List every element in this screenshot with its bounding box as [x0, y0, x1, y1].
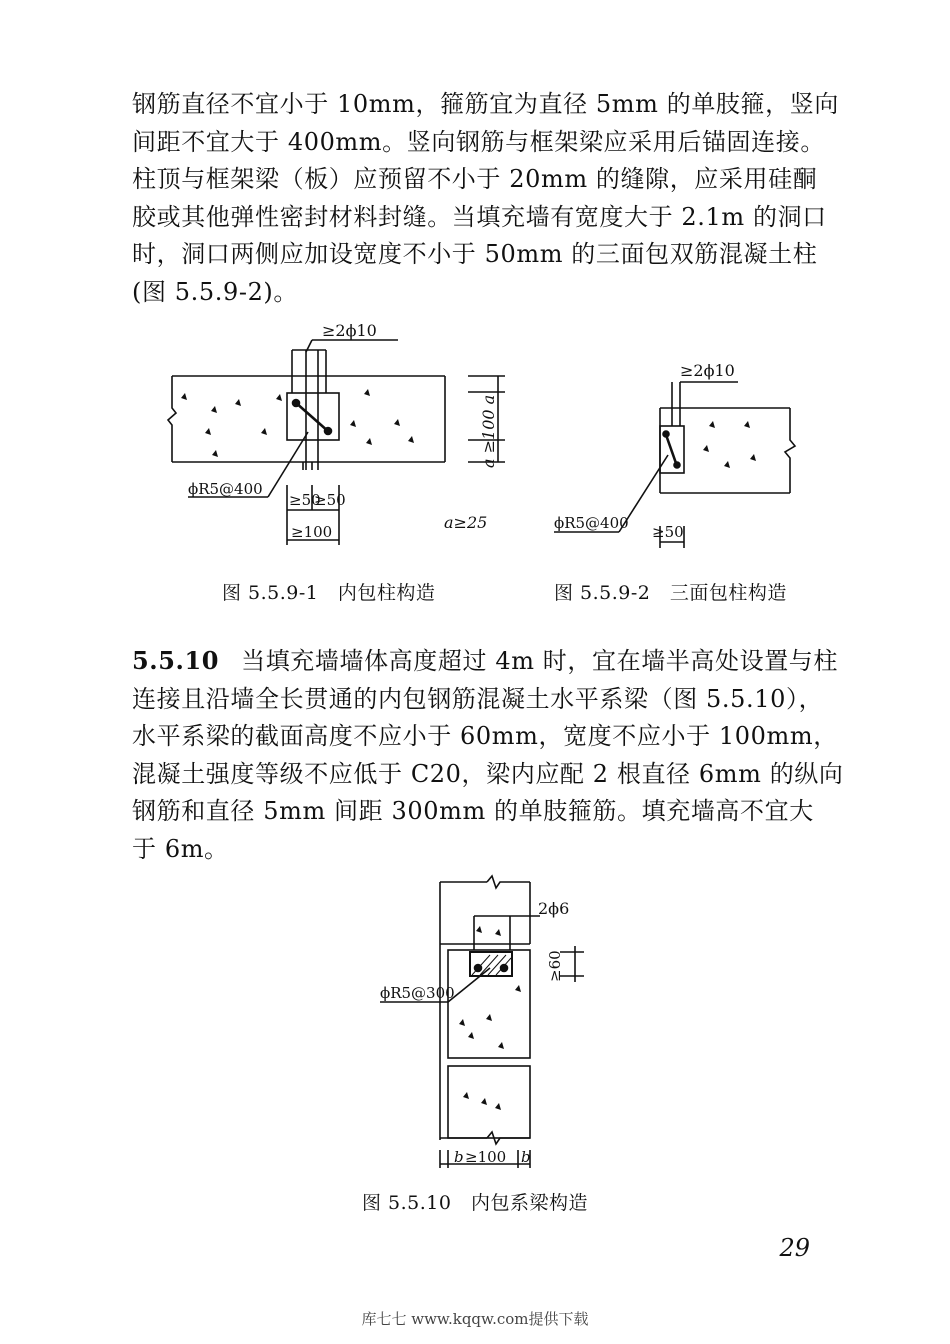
text-line: 连接且沿墙全长贯通的内包钢筋混凝土水平系梁（图 5.5.10）， [132, 684, 824, 713]
text-line: 胶或其他弹性密封材料封缝。当填充墙有宽度大于 2.1m 的洞口 [132, 202, 827, 231]
page-number: 29 [779, 1234, 810, 1262]
fig2-label-stirrup: ϕR5@400 [554, 514, 629, 532]
fig1-label-a: a≥25 [444, 513, 488, 532]
fig2-label-top: ≥2ϕ10 [680, 361, 735, 380]
fig1-label-dim: a ≥100 a [479, 394, 498, 468]
fig3-label-mid: ≥100 [465, 1148, 507, 1166]
text-line: 于 6m。 [132, 834, 229, 863]
section-5-5-10 [132, 642, 844, 868]
fig1-label-w3: ≥100 [291, 523, 333, 541]
text-line: 间距不宜大于 400mm。竖向钢筋与框架梁应采用后锚固连接。 [132, 127, 825, 156]
fig1-label-w1: ≥50 [289, 491, 321, 509]
fig3-label-top: 2ϕ6 [538, 899, 570, 918]
fig3-label-stirrup: ϕR5@300 [380, 984, 455, 1002]
text-line: 时，洞口两侧应加设宽度不小于 50mm 的三面包双筋混凝土柱 [132, 240, 818, 268]
figure-1-caption: 图 5.5.9-1 内包柱构造 [222, 582, 436, 604]
fig1-label-stirrup: ϕR5@400 [188, 480, 263, 498]
text-line: 水平系梁的截面高度不应小于 60mm，宽度不应小于 100mm， [132, 722, 838, 750]
text-line: 柱顶与框架梁（板）应预留不小于 20mm 的缝隙，应采用硅酮 [132, 165, 818, 193]
text-line: 当填充墙墙体高度超过 4m 时，宜在墙半高处设置与柱 [241, 647, 838, 675]
fig3-label-b1: b [454, 1148, 464, 1166]
fig1-label-w2: ≥50 [314, 491, 346, 509]
footer-watermark: 库七七 www.kqqw.com提供下载 [361, 1310, 589, 1328]
text-line: 混凝土强度等级不应低于 C20，梁内应配 2 根直径 6mm 的纵向 [132, 759, 844, 788]
fig2-label-w: ≥50 [652, 523, 684, 541]
text-line: 钢筋和直径 5mm 间距 300mm 的单肢箍筋。填充墙高不宜大 [132, 797, 814, 825]
fig3-label-b2: b [521, 1148, 531, 1166]
figure-2-caption: 图 5.5.9-2 三面包柱构造 [554, 582, 787, 604]
text-line: 钢筋直径不宜小于 10mm，箍筋宜为直径 5mm 的单肢箍，竖向 [132, 90, 839, 118]
figure-3-caption: 图 5.5.10 内包系梁构造 [362, 1192, 588, 1214]
fig3-label-h: ≥60 [546, 950, 564, 982]
section-number: 5.5.10 [132, 646, 220, 675]
text-line: (图 5.5.9-2)。 [132, 277, 299, 306]
figure-3-drawing [380, 876, 584, 1168]
fig1-label-top: ≥2ϕ10 [322, 321, 377, 340]
